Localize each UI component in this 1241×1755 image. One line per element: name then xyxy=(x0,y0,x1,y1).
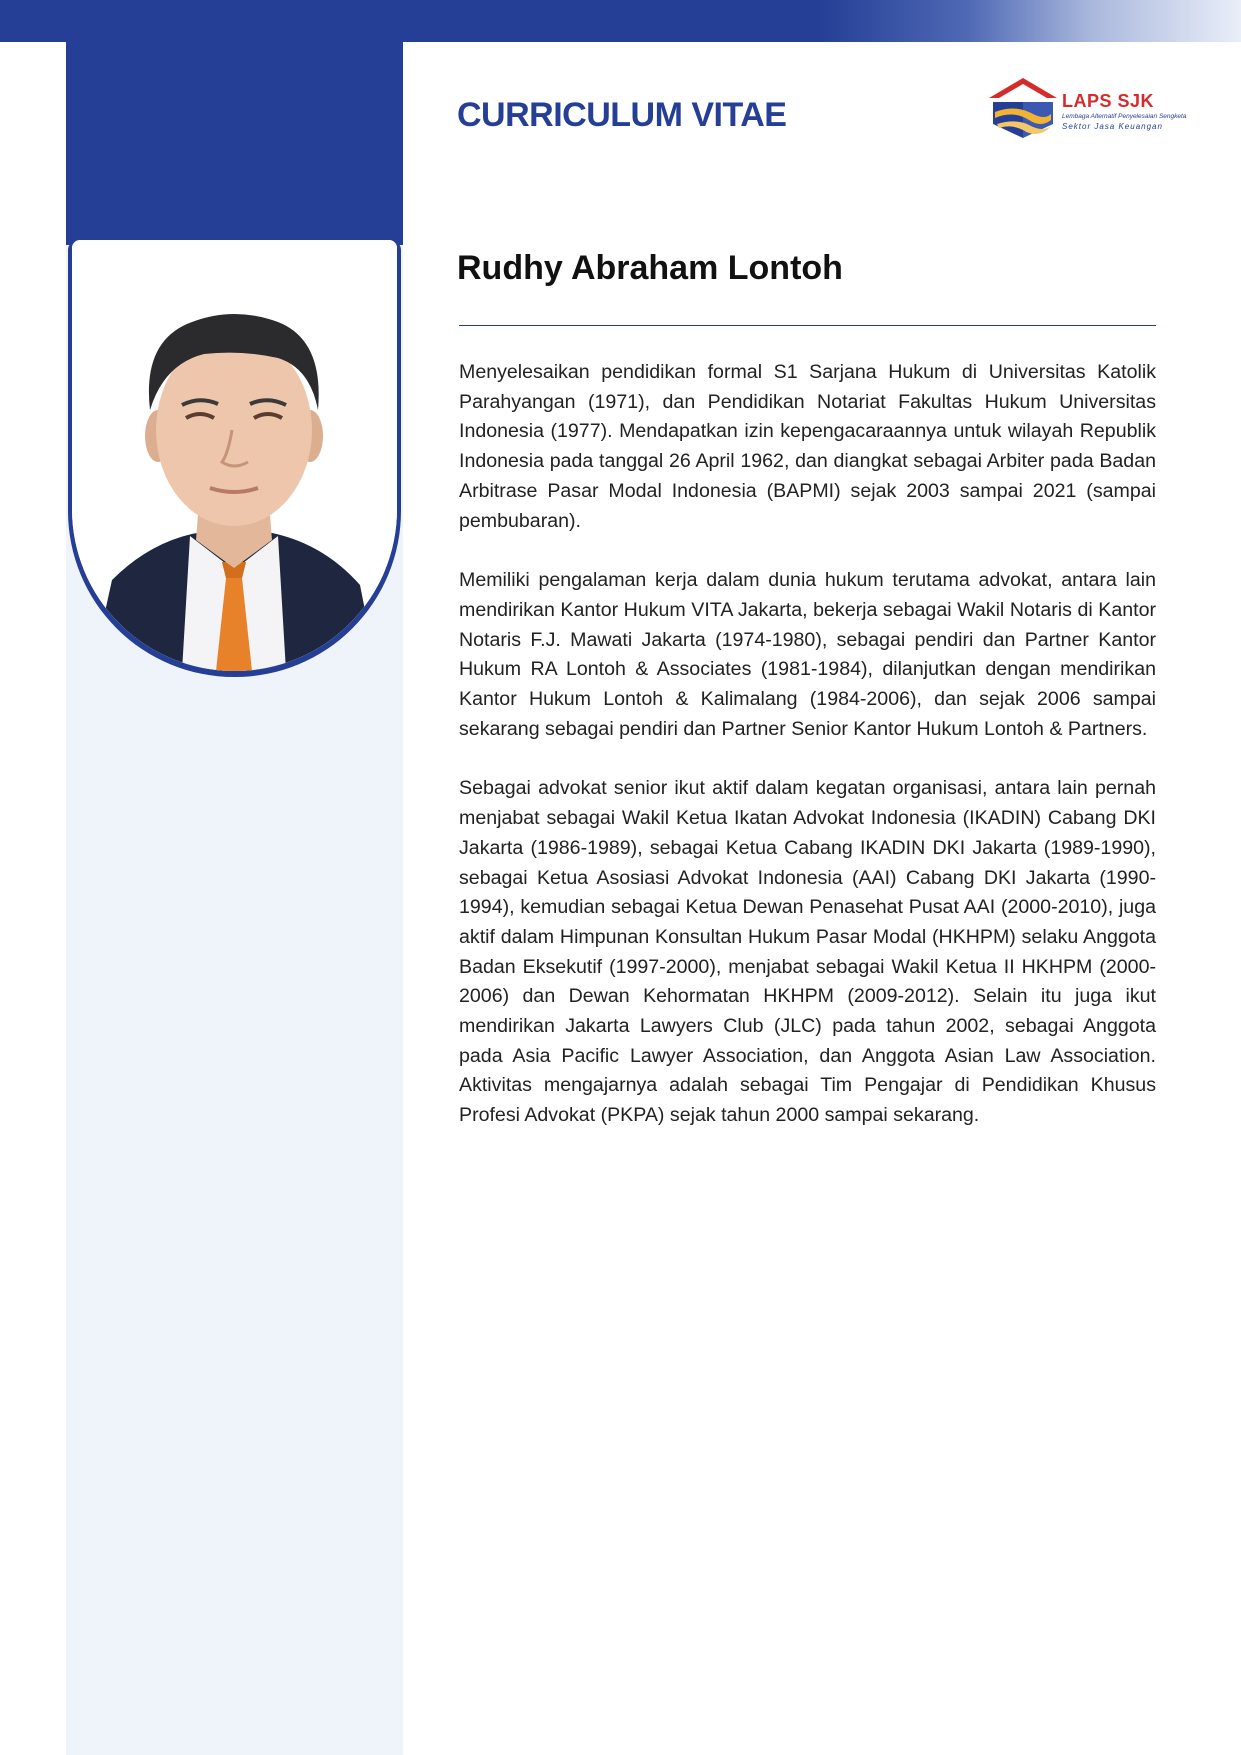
bio-paragraph: Sebagai advokat senior ikut aktif dalam kegatan organisasi, antara lain pernah menjabat sebagai Wakil Ketua Ikatan Advokat Indonesia (IKADIN) Cabang DKI Jakarta (1986-1989), sebagai Ketua Cabang IKADIN DKI Jakarta (1989-1990), sebagai Ketua Asosiasi Advokat Indonesia (AAI) Cabang DKI Jakarta (1990-1994), kemudian sebagai Ketua Dewan Penasehat Pusat AAI (2000-2010), juga aktif dalam Himpunan Konsultan Hukum Pasar Modal (HKHPM) selaku Anggota Badan Eksekutif (1997-2000), menjabat sebagai Wakil Ketua II HKHPM (2000-2006) dan Dewan Kehormatan HKHPM (2009-2012). Selain itu juga ikut mendirikan Jakarta Lawyers Club (JLC) pada tahun 2002, sebagai Anggota pada Asia Pacific Lawyer Association, dan Anggota Asian Law Association. Aktivitas mengajarnya adalah sebagai Tim Pengajar di Pendidikan Khusus Profesi Advokat (PKPA) sejak tahun 2000 sampai sekarang. xyxy=(459,777,1156,1127)
bio-paragraph: Menyelesaikan pendidikan formal S1 Sarjana Hukum di Universitas Katolik Parahyangan (1971), dan Pendidikan Notariat Fakultas Hukum Universitas Indonesia (1977). Mendapatkan izin kepengacaraannya untuk wilayah Republik Indonesia pada tanggal 26 April 1962, dan diangkat sebagai Arbiter pada Badan Arbitrase Pasar Modal Indonesia (BAPMI) sejak 2003 sampai 2021 (sampai pembubaran). xyxy=(459,361,1156,532)
biography xyxy=(459,358,1156,1161)
portrait-frame xyxy=(68,240,401,677)
logo-subtitle-line2: Sektor Jasa Keuangan xyxy=(1062,122,1163,131)
portrait-photo xyxy=(72,240,397,671)
bio-paragraph: Memiliki pengalaman kerja dalam dunia hukum terutama advokat, antara lain mendirikan Kantor Hukum VITA Jakarta, bekerja sebagai Wakil Notaris di Kantor Notaris F.J. Mawati Jakarta (1974-1980), sebagai pendiri dan Partner Kantor Hukum RA Lontoh & Associates (1981-1984), dilanjutkan dengan mendirikan Kantor Hukum Lontoh & Kalimalang (1984-2006), dan sejak 2006 sampai sekarang sebagai pendiri dan Partner Senior Kantor Hukum Lontoh & Partners. xyxy=(459,569,1156,740)
laps-sjk-logo xyxy=(985,68,1187,152)
laps-sjk-emblem-icon xyxy=(985,68,1061,152)
page-title: CURRICULUM VITAE xyxy=(457,96,787,134)
person-name: Rudhy Abraham Lontoh xyxy=(457,249,843,287)
left-margin xyxy=(0,42,66,1755)
logo-subtitle-line1: Lembaga Alternatif Penyelesaian Sengketa xyxy=(1062,113,1187,120)
portrait-illustration xyxy=(72,240,397,671)
sidebar-header-block xyxy=(66,0,403,245)
logo-name: LAPS SJK xyxy=(1062,91,1155,111)
divider xyxy=(459,325,1156,326)
